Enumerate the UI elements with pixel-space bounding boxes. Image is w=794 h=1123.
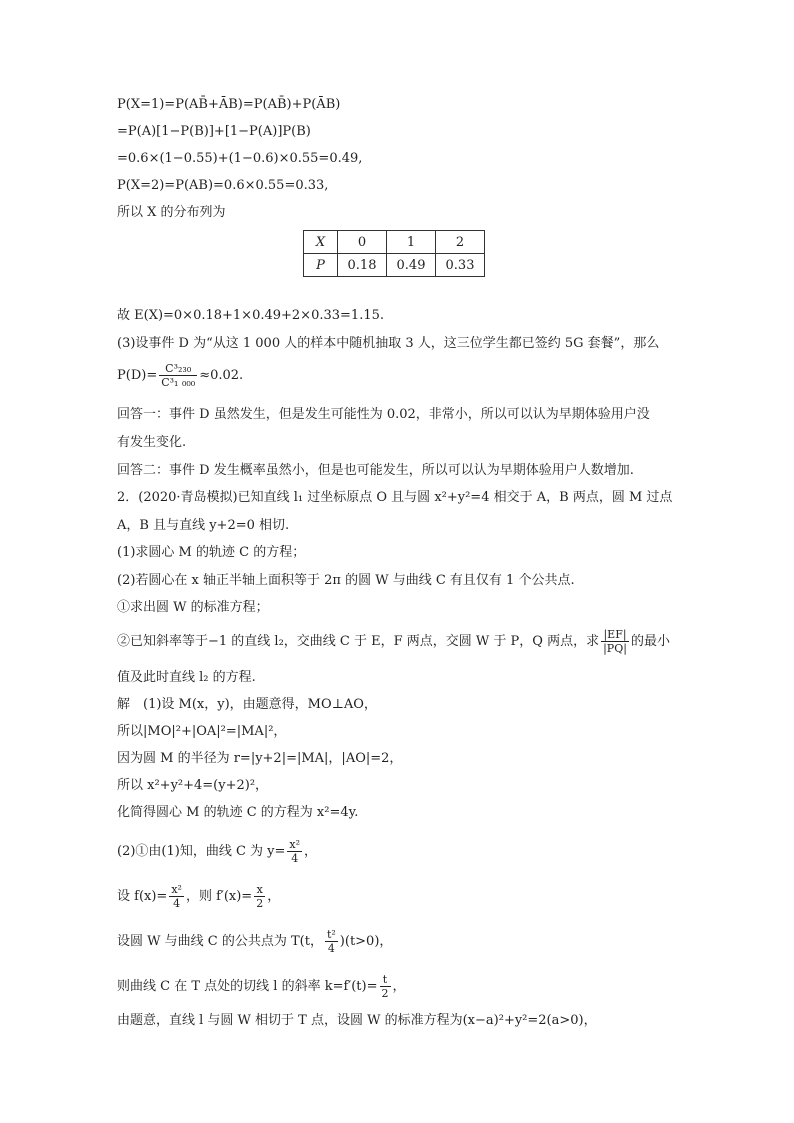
text-line: 由题意，直线 l 与圆 W 相切于 T 点，设圆 W 的标准方程为(x−a)²+y²=2(a>0)， (117, 1013, 597, 1028)
formula-text: (2)①由(1)知，曲线 C 为 y= (117, 844, 286, 859)
formula-text: ， (267, 889, 281, 904)
fraction-denominator: 4 (291, 852, 299, 865)
text-line: 有发生变化. (117, 435, 187, 450)
fraction-numerator: t² (326, 928, 336, 941)
text-line: (2)若圆心在 x 轴正半轴上面积等于 2π 的圆 W 与曲线 C 有且仅有 1 个公共点. (117, 573, 575, 588)
table-cell: 0.33 (436, 254, 485, 277)
table-cell: P (304, 254, 338, 277)
text-line: 化简得圆心 M 的轨迹 C 的方程为 x²=4y. (117, 805, 359, 820)
table-cell: X (304, 231, 338, 254)
text-line: 故 E(X)=0×0.18+1×0.49+2×0.33=1.15. (117, 308, 384, 323)
text-line: 回答一：事件 D 虽然发生，但是发生可能性为 0.02，非常小，所以可以认为早期体验用户没 (117, 407, 650, 422)
fraction (169, 883, 184, 910)
text-line: (3)设事件 D 为“从这 1 000 人的样本中随机抽取 3 人，这三位学生都已签约 5G 套餐”，那么 (117, 336, 660, 351)
formula-text: 则曲线 C 在 T 点处的切线 l 的斜率 k=f′(t)= (117, 979, 378, 994)
formula-text: 设 f(x)= (117, 889, 168, 904)
fraction-denominator: C³₁ ₀₀₀ (161, 376, 196, 389)
text-line: 值及此时直线 l₂ 的方程. (117, 670, 256, 685)
fraction-denominator: 4 (327, 942, 335, 955)
fraction-numerator: |EF| (601, 628, 629, 642)
fraction-numerator: t (380, 973, 391, 987)
fraction (159, 362, 197, 389)
text-line: 所以|MO|²+|OA|²=|MA|²， (117, 724, 287, 739)
formula-line (117, 362, 243, 389)
text-line: =P(A)[1−P(B)]+[1−P(A)]P(B) (117, 124, 311, 139)
fraction-numerator: x (254, 883, 265, 897)
fraction-denominator: |PQ| (603, 642, 627, 655)
fraction-numerator: C³₂₃₀ (159, 362, 197, 376)
table-cell: 2 (436, 231, 485, 254)
formula-line (117, 973, 406, 1000)
text-line: 解 (1)设 M(x，y)，由题意得，MO⊥AO， (117, 697, 377, 712)
text-line: 所以 x²+y²+4=(y+2)²， (117, 778, 269, 793)
formula-text: P(D)= (117, 368, 158, 383)
fraction (287, 838, 302, 865)
fraction-numerator: x² (171, 883, 182, 896)
text-line: =0.6×(1−0.55)+(1−0.6)×0.55=0.49, (117, 151, 363, 166)
fraction (380, 973, 391, 1000)
formula-text: ， (392, 979, 406, 994)
formula-line (117, 838, 317, 865)
table-cell: 0.18 (338, 254, 387, 277)
formula-text: )(t>0)， (339, 934, 393, 949)
text-line: A，B 且与直线 y+2=0 相切. (117, 518, 290, 533)
formula-line (117, 928, 392, 955)
table-cell: 0 (338, 231, 387, 254)
formula-text: ②已知斜率等于−1 的直线 l₂，交曲线 C 于 E，F 两点，交圆 W 于 P，Q 两点，求 (117, 634, 600, 649)
fraction (325, 928, 338, 955)
fraction-denominator: 2 (256, 897, 264, 910)
text-line: 因为圆 M 的半径为 r=|y+2|=|MA|，|AO|=2， (117, 751, 403, 766)
fraction (254, 883, 265, 910)
formula-text: (t， (299, 934, 323, 949)
text-line: (1)求圆心 M 的轨迹 C 的方程； (117, 545, 306, 560)
formula-text: ，则 f′(x)= (185, 889, 253, 904)
fraction-denominator: 2 (381, 987, 389, 1000)
table-cell: 0.49 (387, 254, 436, 277)
formula-text: 设圆 W 与曲线 C 的公共点为 T (117, 934, 300, 949)
formula-line (117, 883, 280, 910)
table-row (304, 254, 485, 277)
text-line: P(X=2)=P(AB)=0.6×0.55=0.33, (117, 178, 329, 193)
text-line: ①求出圆 W 的标准方程； (117, 600, 269, 615)
formula-line (117, 628, 670, 655)
fraction-numerator: x² (289, 838, 301, 851)
fraction-denominator: 4 (173, 897, 181, 910)
text-line: 2．(2020·青岛模拟)已知直线 l₁ 过坐标原点 O 且与圆 x²+y²=4 相交于 A，B 两点，圆 M 过点 (117, 490, 673, 505)
table-row (304, 231, 485, 254)
table-cell: 1 (387, 231, 436, 254)
fraction (601, 628, 629, 655)
text-line: 回答二：事件 D 发生概率虽然小，但是也可能发生，所以可以认为早期体验用户人数增加. (117, 463, 634, 478)
text-line: 所以 X 的分布列为 (117, 205, 226, 220)
formula-text: ≈0.02. (199, 368, 244, 383)
formula-text: 的最小 (630, 634, 670, 649)
formula-text: ， (304, 844, 318, 859)
distribution-table (303, 230, 485, 277)
text-line: P(X=1)=P(AB̄+ĀB)=P(AB̄)+P(ĀB) (117, 97, 341, 112)
